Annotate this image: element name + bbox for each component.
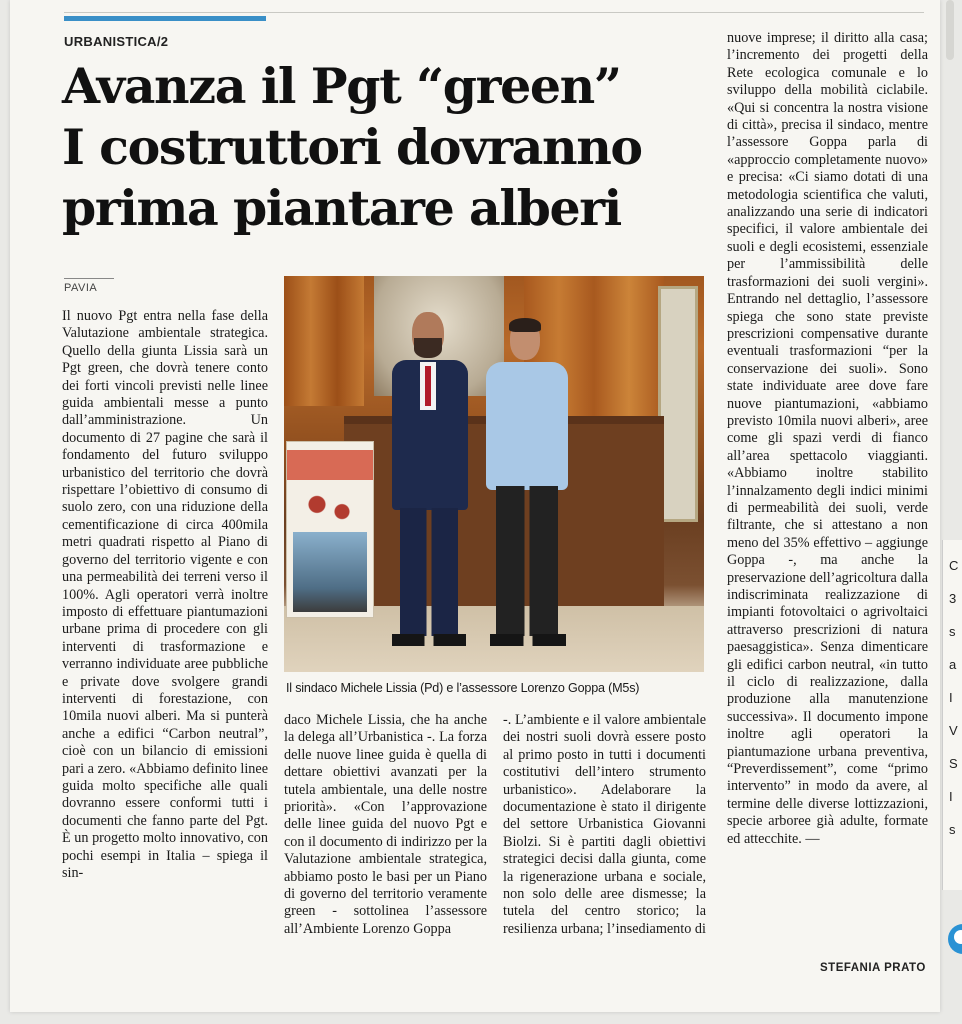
newspaper-page [10,0,940,1012]
edge-letter: a [949,657,957,672]
section-kicker: URBANISTICA/2 [64,34,169,49]
edge-letter: 3 [949,591,957,606]
edge-letter: C [949,558,959,573]
photo-poster [286,441,374,618]
top-rule [64,12,924,13]
edge-letter: I [949,789,953,804]
article-column-4: nuove imprese; il diritto alla casa; l’incremento dei progetti della Rete ecologica comunale e lo sviluppo della mobilità ciclabile. «Qui si concentra la nostra visione di città», precisa il sindaco, mentre l’assessore Goppa parla di «approccio completamente nuovo» e precisa: «Ci siamo dotati di una metodologia scientifica che valuti, analizzando una serie di indicatori specifici, il valore ambientale dei suoli e degli ecosistemi, essenziale per l’ammissibilità delle trasformazioni dei suoli vergini». Entrando nel dettaglio, l’assessore spiega che sono state previste prescrizioni compensative durante eventuali trasformazioni “per la conservazione dei suoli». Sono state individuate aree dove fare nuove piantumazioni, «abbiamo previsto 10mila nuovi alberi», aree come gli spazi verdi di fianco all’area spettacolo viaggianti. «Abbiamo inoltre stabilito l’innalzamento degli indici minimi di permeabilità dei suoli, verde filtrante, che si attestano a non meno del 35% effettivo – aggiunge Goppa -, ma anche la preservazione dell’agricoltura dalla indiscriminata realizzazione di impianti fotovoltaici o agrivoltaici attraverso prescrizioni di natura paesaggistica». Senza dimenticare gli edifici carbon neutral, «in tutto il ciclo di realizzazione, dalla produzione alla manutenzione successiva». Il documento impone inoltre agli operatori la piantumazione urbana preventiva, “Preverdissement”, come “primo intervento” in modo da avere, al termine delle diverse lottizzazioni, specie arboree già adulte, formate ed attecchite. — [727,30,928,847]
article-photo [284,276,704,672]
headline-line-1: Avanza il Pgt “green” [62,57,621,115]
photo-caption: Il sindaco Michele Lissia (Pd) e l’assessore Lorenzo Goppa (M5s) [286,681,640,695]
edge-letter: s [949,624,956,639]
scrollbar[interactable] [946,0,954,60]
circle-badge-icon[interactable] [948,924,962,954]
edge-letter: s [949,822,956,837]
article-column-2: daco Michele Lissia, che ha anche la delega all’Urbanistica -. La forza delle nuove linee guida è quella di dettare obiettivi avanzati per la tutela ambientale, una delle nostre priorità». «Con l’approvazione delle linee guida del nuovo Pgt e con il documento di indirizzo per la Valutazione ambientale strategica, abbiamo posto le basi per un Piano di governo del territorio veramente green - sottolinea l’assessore all’Ambiente Lorenzo Goppa [284,712,487,937]
edge-letter: S [949,756,958,771]
edge-letter: V [949,723,958,738]
photo-curtain-left [284,276,364,406]
edge-letter: I [949,690,953,705]
section-accent-bar [64,16,266,21]
author-signature: STEFANIA PRATO [820,962,926,974]
headline-line-3: prima piantare alberi [62,179,621,237]
poster-graphic [307,490,357,526]
photo-person-councillor [480,320,574,660]
headline-line-2: I costruttori dovranno [62,118,642,176]
poster-image [293,532,367,612]
adjacent-page-edge [942,540,962,890]
poster-band [287,450,373,480]
article-column-3: -. L’ambiente e il valore ambientale dei nostri suoli dovrà essere posto al primo posto in tutti i documenti costitutivi dell’intero strumento urbanistico». Adelaborare la documentazione è stato il dirigente del settore Urbanistica Giovanni Biolzi. Si è partiti dagli obiettivi strategici decisi dalla giunta, come la rigenerazione urbana e sociale, non solo delle aree dismesse; la tutela del centro storico; la resilienza urbana; l’insediamento di [503,712,706,937]
photo-person-mayor [384,312,474,652]
photo-door [658,286,698,522]
dateline: PAVIA [64,278,114,294]
headline [62,56,722,239]
article-column-1: Il nuovo Pgt entra nella fase della Valutazione ambientale strategica. Quello della giunta Lissia sarà un Pgt green, che dovrà tenere conto dei forti vincoli previsti nelle linee guida ambientali messe a punto dall’amministrazione. Un documento di 27 pagine che sarà il fondamento del futuro sviluppo urbanistico del territorio che dovrà rispettare l’obiettivo di consumo di suolo zero, con una riduzione della cementificazione di circa 400mila metri quadrati rispetto al Piano di governo del territorio vigente e con una permeabilità dei terreni verso il 100%. Agli operatori verrà inoltre imposto di effettuare piantumazioni urbane prima di procedere con gli interventi di trasformazione e verranno individuate aree pubbliche e private dove svolgere grandi interventi di forestazione, con 10mila nuovi alberi. Ma si punterà anche a edifici “Carbon neutral”, cioè con un bilancio di emissioni pari a zero. «Abbiamo definito linee guida molto specifiche alle quali dovranno essere conformi tutti i documenti che fanno parte del Pgt. È un progetto molto innovativo, con pochi esempi in Italia – spiega il sin- [62,308,268,881]
